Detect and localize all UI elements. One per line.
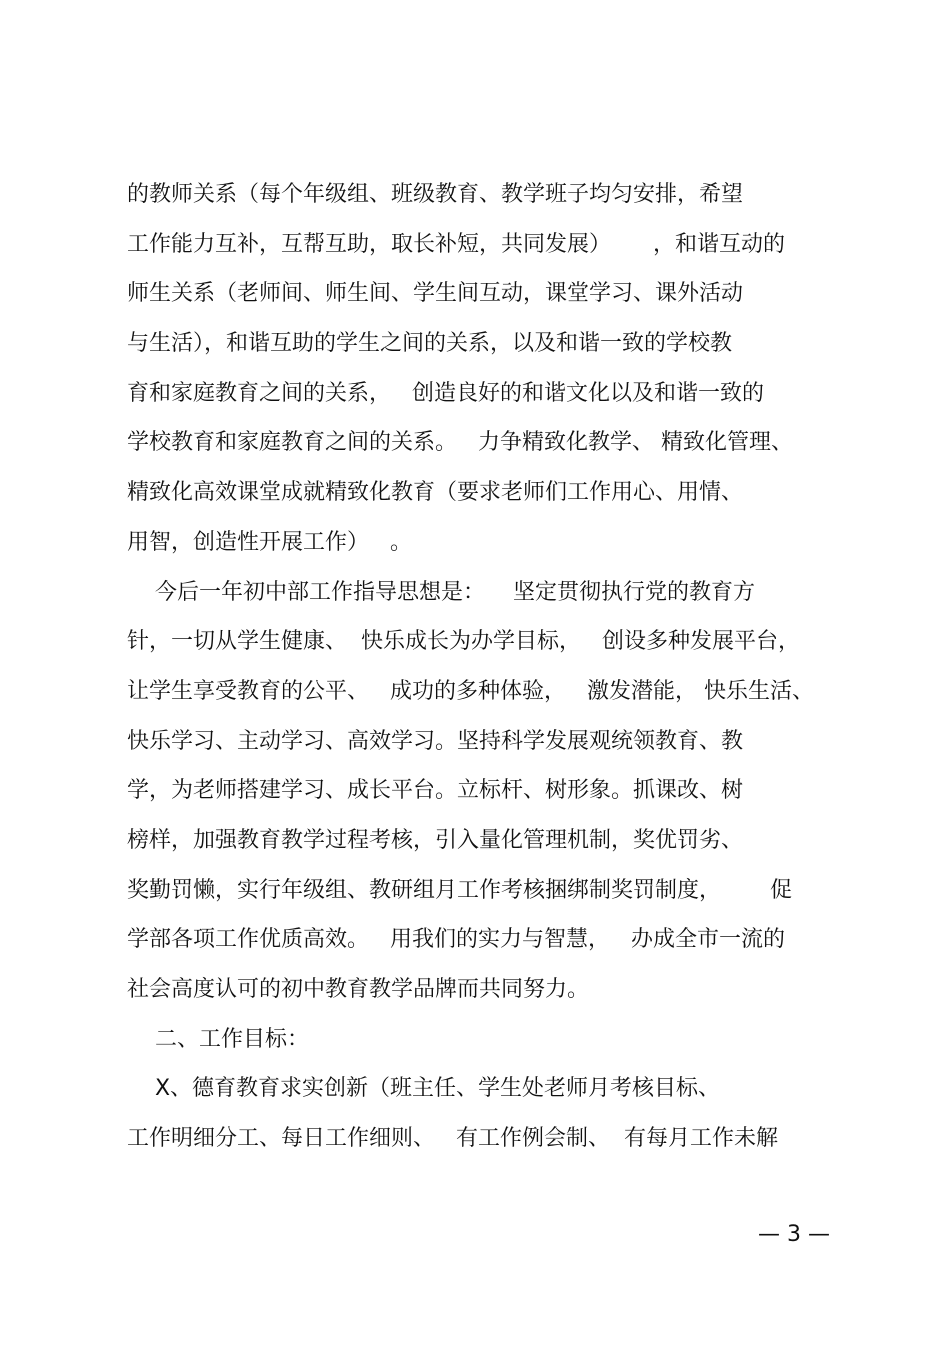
text-line: 用智，创造性开展工作） 。 (127, 529, 412, 555)
text-line: 师生关系（老师间、师生间、学生间互动，课堂学习、课外活动 (127, 281, 744, 307)
text-line: 学校教育和家庭教育之间的关系。 力争精致化教学、 精致化管理、 (127, 430, 793, 456)
text-line: 工作明细分工、每日工作细则、 有工作例会制、 有每月工作未解 (127, 1126, 778, 1152)
text-line: 工作能力互补，互帮互助，取长补短，共同发展） ，和谐互动的 (127, 231, 785, 257)
text-line: 的教师关系（每个年级组、班级教育、教学班子均匀安排，希望 (127, 182, 744, 207)
text-line: 让学生享受教育的公平、 成功的多种体验， 激发潜能， 快乐生活、 (127, 678, 814, 704)
text-line: 今后一年初中部工作指导思想是： 坚定贯彻执行党的教育方 (127, 579, 755, 605)
section-heading: 二、工作目标： (127, 1026, 309, 1052)
text-line: 针，一切从学生健康、 快乐成长为办学目标， 创设多种发展平台， (127, 629, 800, 655)
text-line: 奖勤罚懒，实行年级组、教研组月工作考核捆绑制奖罚制度， 促 (127, 877, 792, 903)
body-text (127, 174, 832, 1168)
text-line: 学部各项工作优质高效。 用我们的实力与智慧， 办成全市一流的 (127, 927, 785, 953)
text-line: 精致化高效课堂成就精致化教育（要求老师们工作用心、用情、 (127, 480, 744, 506)
text-line: 榜样，加强教育教学过程考核，引入量化管理机制，奖优罚劣、 (127, 827, 744, 853)
text-line: 社会高度认可的初中教育教学品牌而共同努力。 (127, 977, 590, 1002)
page-number: — 3 — (758, 1222, 830, 1247)
text-line: 与生活），和谐互助的学生之间的关系，以及和谐一致的学校教 (127, 331, 733, 357)
text-line: 育和家庭教育之间的关系， 创造良好的和谐文化以及和谐一致的 (127, 380, 764, 406)
text-line: 快乐学习、主动学习、高效学习。坚持科学发展观统领教育、教 (127, 728, 744, 754)
text-line: 学，为老师搭建学习、成长平台。立标杆、树形象。抓课改、树 (127, 778, 744, 804)
text-line: X、德育教育求实创新（班主任、学生处老师月考核目标、 (127, 1076, 721, 1102)
